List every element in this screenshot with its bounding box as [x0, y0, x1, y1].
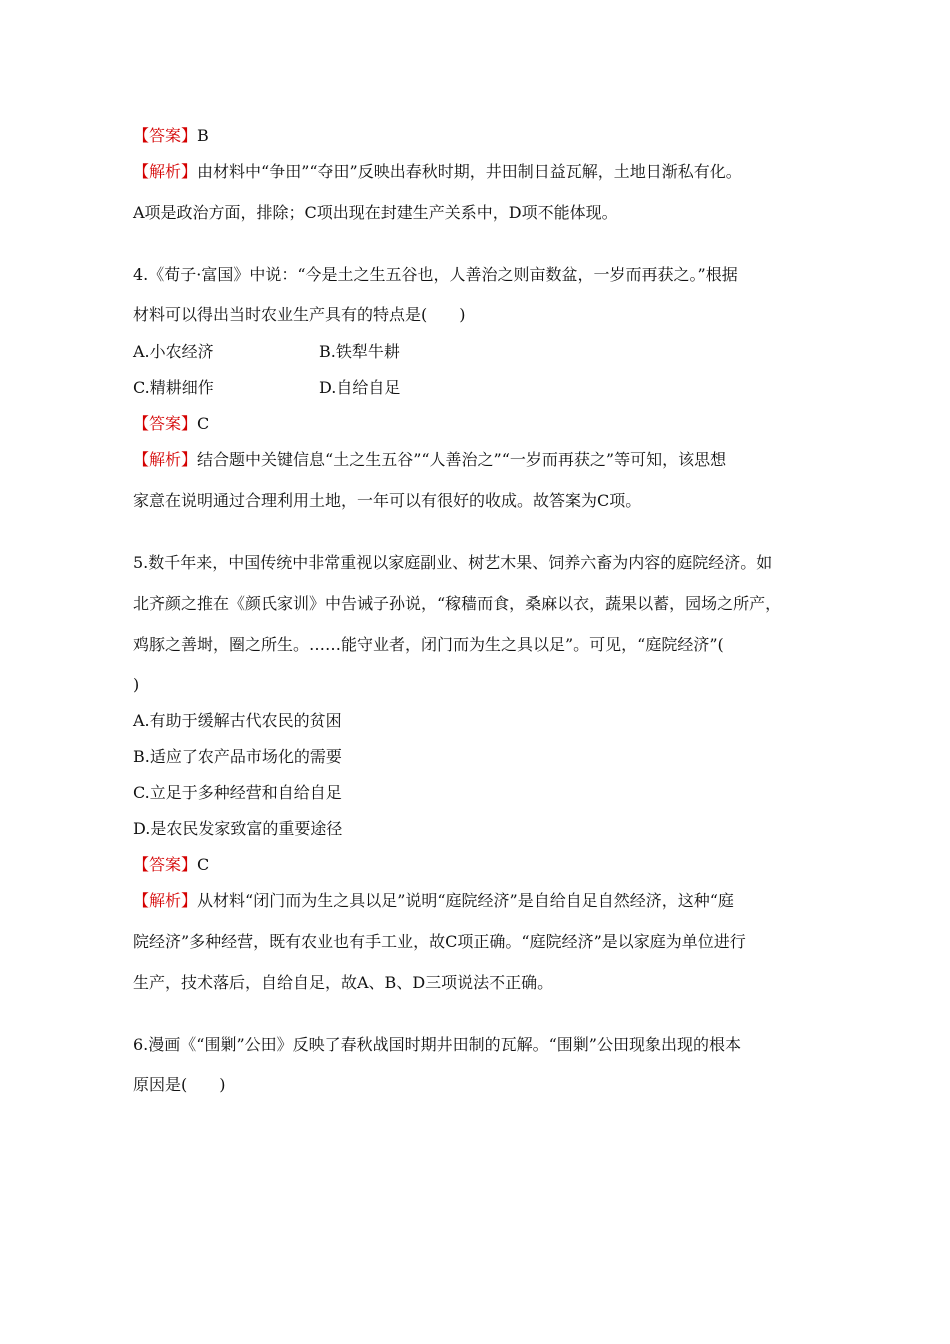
q5-option-a: [133, 711, 342, 731]
q4-answer: [133, 414, 209, 434]
q3-answer: [133, 126, 209, 146]
q4-stem-line-2: [133, 305, 466, 325]
q4-analysis-line-2: [133, 491, 641, 511]
option-a: A.小农经济: [133, 342, 214, 361]
q5-option-b: [133, 747, 342, 767]
answer-value: C: [197, 855, 210, 874]
analysis-tag: 【解析】: [133, 162, 198, 181]
analysis-text: A项是政治方面，排除；C项出现在封建生产关系中，D项不能体现。: [133, 203, 618, 222]
q4-stem-line-1: [133, 265, 738, 285]
question-stem: 5.数千年来，中国传统中非常重视以家庭副业、树艺木果、饲养六畜为内容的庭院经济。如: [133, 553, 773, 572]
q3-analysis-line-1: [133, 162, 742, 182]
q5-option-d: [133, 819, 342, 839]
q5-stem-line-1: [133, 553, 772, 573]
question-stem: ): [133, 675, 140, 694]
answer-tag: 【答案】: [133, 414, 198, 433]
answer-tag: 【答案】: [133, 855, 198, 874]
option-a: A.有助于缓解古代农民的贫困: [133, 711, 342, 730]
option-b: B.铁犁牛耕: [319, 342, 400, 361]
q5-option-c: [133, 783, 342, 803]
q5-analysis-line-3: [133, 973, 553, 993]
option-b: B.适应了农产品市场化的需要: [133, 747, 342, 766]
option-c: C.精耕细作: [133, 378, 214, 397]
option-d: D.自给自足: [319, 378, 401, 397]
q5-answer: [133, 855, 209, 875]
answer-value: B: [197, 126, 209, 145]
question-stem: 原因是( ): [133, 1075, 226, 1094]
q4-options-row-2: [133, 378, 400, 398]
answer-value: C: [197, 414, 210, 433]
analysis-text: 院经济”多种经营，既有农业也有手工业，故C项正确。“庭院经济”是以家庭为单位进行: [133, 932, 746, 951]
question-stem: 北齐颜之推在《颜氏家训》中告诫子孙说，“稼穑而食，桑麻以衣，蔬果以蓄，园场之所产，: [133, 594, 782, 613]
q5-stem-line-2: [133, 594, 781, 614]
option-c: C.立足于多种经营和自给自足: [133, 783, 342, 802]
analysis-tag: 【解析】: [133, 891, 198, 910]
q5-stem-line-4: [133, 675, 139, 695]
analysis-text: 家意在说明通过合理利用土地，一年可以有很好的收成。故答案为C项。: [133, 491, 642, 510]
q6-stem-line-1: [133, 1035, 741, 1055]
analysis-tag: 【解析】: [133, 450, 198, 469]
analysis-text: 由材料中“争田”“夺田”反映出春秋时期，井田制日益瓦解，土地日渐私有化。: [197, 162, 742, 181]
question-stem: 4.《荀子·富国》中说：“今是土之生五谷也，人善治之则亩数盆，一岁而再获之。”根据: [133, 265, 738, 284]
analysis-text: 从材料“闭门而为生之具以足”说明“庭院经济”是自给自足自然经济，这种“庭: [197, 891, 734, 910]
analysis-text: 生产，技术落后，自给自足，故A、B、D三项说法不正确。: [133, 973, 554, 992]
q5-stem-line-3: [133, 635, 724, 655]
q4-analysis-line-1: [133, 450, 726, 470]
question-stem: 6.漫画《“围剿”公田》反映了春秋战国时期井田制的瓦解。“围剿”公田现象出现的根本: [133, 1035, 741, 1054]
q5-analysis-line-1: [133, 891, 734, 911]
question-stem: 鸡豚之善埘，圈之所生。……能守业者，闭门而为生之具以足”。可见，“庭院经济”(: [133, 635, 724, 654]
q3-analysis-line-2: [133, 203, 618, 223]
q4-options-row-1: [133, 342, 400, 362]
q5-analysis-line-2: [133, 932, 746, 952]
answer-tag: 【答案】: [133, 126, 198, 145]
option-d: D.是农民发家致富的重要途径: [133, 819, 343, 838]
analysis-text: 结合题中关键信息“土之生五谷”“人善治之”“一岁而再获之”等可知，该思想: [197, 450, 727, 469]
q6-stem-line-2: [133, 1075, 226, 1095]
question-stem: 材料可以得出当时农业生产具有的特点是( ): [133, 305, 466, 324]
